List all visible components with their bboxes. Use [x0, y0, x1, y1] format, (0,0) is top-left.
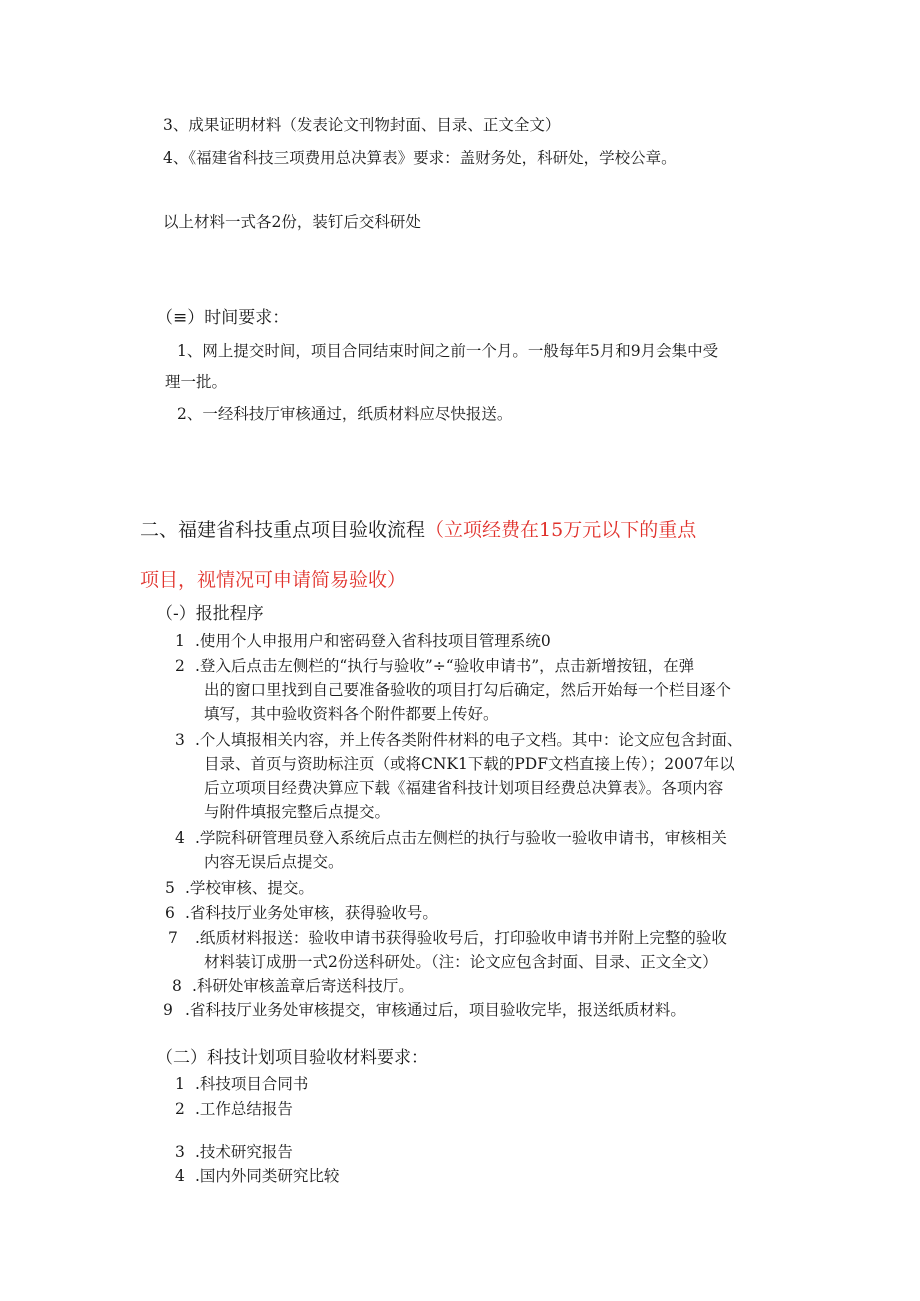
material-item: .国内外同类研究比较 [195, 1167, 340, 1185]
step-text: .科研处审核盖章后寄送科技厅。 [192, 977, 414, 995]
section-two-title-note: （立项经费在15万元以下的重点 [425, 519, 697, 541]
step-text: .登入后点击左侧栏的“执行与验收”÷“验收申请书”，点击新增按钮，在弹 [195, 657, 695, 675]
step-text: .省科技厅业务处审核提交，审核通过后，项目验收完毕，报送纸质材料。 [185, 1001, 686, 1019]
step-number: 4 [175, 829, 185, 847]
time-requirements-heading: （≡）时间要求： [156, 308, 290, 328]
materials-heading: （二）科技计划项目验收材料要求： [156, 1048, 428, 1068]
list-item: 3、成果证明材料（发表论文刊物封面、目录、正文全文） [163, 116, 561, 134]
step-text: .省科技厅业务处审核，获得验收号。 [185, 904, 438, 922]
step-text: .纸质材料报送：验收申请书获得验收号后，打印验收申请书并附上完整的验收 [195, 929, 727, 947]
step-number: 5 [165, 879, 175, 897]
section-two-title-note-continued: 项目，视情况可申请简易验收） [140, 569, 407, 591]
material-number: 1 [175, 1075, 185, 1093]
material-number: 4 [175, 1167, 185, 1185]
step-text: .使用个人申报用户和密码登入省科技项目管理系统0 [195, 632, 551, 650]
list-item: 1、网上提交时间，项目合同结束时间之前一个月。一般每年5月和9月会集中受 [177, 342, 719, 360]
material-item: .技术研究报告 [195, 1143, 293, 1161]
step-text-continuation: 与附件填报完整后点提交。 [204, 803, 391, 821]
step-text-continuation: 材料装订成册一式2份送科研处。（注：论文应包含封面、目录、正文全文） [204, 953, 718, 971]
step-text-continuation: 出的窗口里找到自己要准备验收的项目打勾后确定，然后开始每一个栏目逐个 [204, 681, 732, 699]
step-number: 9 [163, 1001, 173, 1019]
list-item-continuation: 理一批。 [165, 373, 228, 391]
step-text: .学校审核、提交。 [185, 879, 314, 897]
material-number: 2 [175, 1100, 185, 1118]
step-text: .学院科研管理员登入系统后点击左侧栏的执行与验收一验收申请书，审核相关 [195, 829, 727, 847]
material-item: .工作总结报告 [195, 1100, 293, 1118]
step-text-continuation: 填写，其中验收资料各个附件都要上传好。 [204, 705, 499, 723]
step-number: 6 [165, 904, 175, 922]
section-two-title-main: 二、福建省科技重点项目验收流程 [140, 519, 426, 541]
step-number: 3 [175, 731, 185, 749]
list-item: 4、《福建省科技三项费用总决算表》要求：盖财务处，科研处，学校公章。 [163, 149, 677, 167]
step-text-continuation: 目录、首页与资助标注页（或将CNK1下载的PDF文档直接上传）；2007年以 [204, 755, 735, 773]
step-text-continuation: 后立项项目经费决算应下载《福建省科技计划项目经费总决算表》。各项内容 [204, 779, 724, 797]
step-text-continuation: 内容无误后点提交。 [204, 853, 344, 871]
copies-note: 以上材料一式各2份，装钉后交科研处 [163, 213, 421, 231]
step-number: 2 [175, 657, 185, 675]
section-two-title [140, 517, 696, 543]
step-number: 1 [175, 632, 185, 650]
step-number: 8 [172, 977, 182, 995]
step-number: 7 [168, 929, 178, 947]
list-item: 2、一经科技厅审核通过，纸质材料应尽快报送。 [177, 405, 513, 423]
procedure-heading: （-）报批程序 [156, 604, 264, 624]
material-number: 3 [175, 1143, 185, 1161]
step-text: .个人填报相关内容，并上传各类附件材料的电子文档。其中：论文应包含封面、 [195, 731, 743, 749]
material-item: .科技项目合同书 [195, 1075, 309, 1093]
